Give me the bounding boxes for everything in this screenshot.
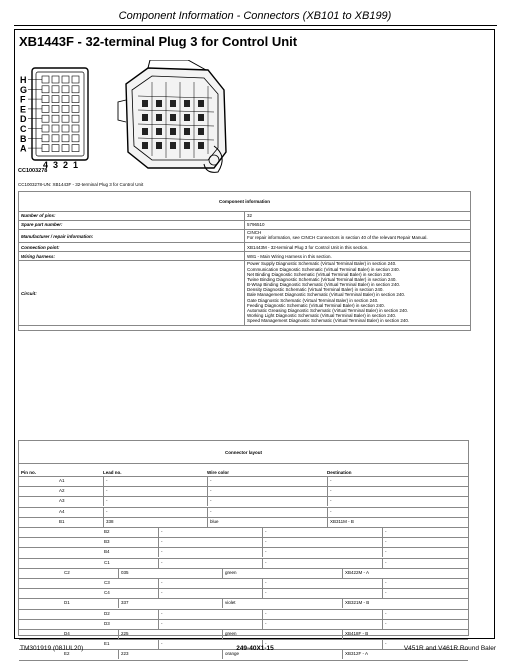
pin-cavity-F1 xyxy=(72,96,79,103)
lead-cell: 223 xyxy=(118,649,222,659)
lead-cell: 035 xyxy=(118,568,222,578)
row-letter: F xyxy=(20,94,26,105)
info-value xyxy=(245,221,471,230)
iso-pin xyxy=(198,114,204,121)
wire-cell: - xyxy=(207,476,327,486)
row-letter: G xyxy=(20,84,28,95)
iso-pin xyxy=(198,100,204,107)
pin-cell: B4 xyxy=(104,549,110,555)
pin-cavity-E3 xyxy=(52,105,59,112)
iso-pin xyxy=(184,114,190,121)
info-value xyxy=(245,252,471,261)
iso-pin xyxy=(156,100,162,107)
info-value-line: Speed Management Diagnostic Schematic (Virtual Terminal Baler) in section 240. xyxy=(247,318,410,324)
pin-cavity-D2 xyxy=(62,115,69,122)
pin-cell: C3 xyxy=(104,580,110,585)
wire-cell: - xyxy=(262,588,382,598)
destination-cell: - xyxy=(382,558,468,568)
wire-cell: green xyxy=(222,629,342,639)
pin-cell: C4 xyxy=(104,590,110,596)
column-number: 2 xyxy=(63,160,69,170)
wire-cell: green xyxy=(222,568,342,578)
lead-cell: - xyxy=(103,476,207,486)
footer-page-number: 249-40X1-15 xyxy=(236,645,274,652)
lead-cell: - xyxy=(103,486,207,496)
info-value-line: 5796510 xyxy=(247,222,265,228)
info-value-line: For repair information, see CINCH Connectors in section 40 of the relevant Repair Manual. xyxy=(247,235,428,241)
info-label: Number of pins: xyxy=(19,212,245,221)
info-value-line: Automatic Greasing Diagnostic Schematic (Virtual Terminal Baler) in section 240. xyxy=(247,307,409,313)
pin-cavity-C2 xyxy=(62,125,69,132)
pin-cell: A1 xyxy=(59,478,65,483)
lead-cell: - xyxy=(158,609,262,619)
pin-cavity-E4 xyxy=(42,105,49,112)
pin-cell: A3 xyxy=(59,498,65,504)
info-row xyxy=(19,243,471,252)
pin-cavity-G2 xyxy=(62,86,69,93)
caption-rule xyxy=(19,463,468,464)
row-letter: C xyxy=(20,124,27,134)
info-value-line: B-Wrap Binding Diagnostic Schematic (Virtual Terminal Baler) in section 240. xyxy=(247,282,401,288)
pin-cavity-A2 xyxy=(62,145,69,152)
connector-face-diagram xyxy=(20,68,88,170)
destination-cell: - xyxy=(327,496,468,506)
pin-cavity-G1 xyxy=(72,86,79,93)
iso-pin xyxy=(156,114,162,121)
page-header-title: Component Information - Connectors (XB101 to XB199) xyxy=(118,10,392,22)
wire-cell: blue xyxy=(207,517,327,527)
column-number: 4 xyxy=(43,160,49,170)
row-letter: H xyxy=(20,75,27,85)
pin-cavity-B3 xyxy=(52,135,59,142)
connector-3d-view xyxy=(118,60,226,172)
destination-cell: XB311M - B xyxy=(327,517,468,527)
pin-cavity-B1 xyxy=(72,135,79,142)
connector-layout-caption: Connector layout xyxy=(224,450,262,455)
lead-cell: - xyxy=(158,639,262,649)
pin-cavity-E1 xyxy=(72,105,79,112)
wire-cell: - xyxy=(207,507,327,517)
info-row xyxy=(19,252,471,261)
iso-pin xyxy=(142,128,148,135)
iso-pin xyxy=(184,128,190,135)
iso-pin xyxy=(198,128,204,135)
lead-cell: - xyxy=(158,619,262,629)
column-number-labels xyxy=(43,160,78,170)
row-letter: A xyxy=(20,143,27,154)
iso-pin xyxy=(156,142,162,149)
wire-cell: violet xyxy=(222,598,342,608)
iso-pin xyxy=(170,114,176,121)
info-value-line: Density Diagnostic Schematic (Virtual Terminal Baler) in section 240. xyxy=(247,287,384,293)
component-information-table xyxy=(18,191,471,331)
info-row xyxy=(19,221,471,230)
wire-cell: - xyxy=(262,619,382,629)
lead-cell: 337 xyxy=(118,598,222,608)
info-value-line: XB1443M - 32-terminal Plug 3 for Control Unit in this section. xyxy=(247,244,369,250)
figure-caption: CC1003278-UN: XB1443F - 32-terminal Plug 3 for Control Unit xyxy=(18,182,144,187)
info-value-line: CINCH xyxy=(247,230,262,235)
footer-document-code: TM301919 (08JUL20) xyxy=(20,645,84,652)
info-label: Wiring harness: xyxy=(19,252,245,261)
info-value-line: Communication Diagnostic Schematic (Virtual Terminal Baler) in section 240. xyxy=(247,266,400,272)
pin-cell: A4 xyxy=(59,508,65,514)
destination-cell: - xyxy=(382,527,468,537)
pin-cavity-D4 xyxy=(42,115,49,122)
info-bottom-padding xyxy=(19,326,471,331)
info-value xyxy=(245,230,471,243)
pin-cell: B2 xyxy=(104,529,110,534)
destination-cell: XB418F - B xyxy=(342,629,468,639)
wire-cell: - xyxy=(262,527,382,537)
info-row xyxy=(19,212,471,221)
pin-cavity-C4 xyxy=(42,125,49,132)
lead-cell: 338 xyxy=(103,517,207,527)
document-title: XB1443F - 32-terminal Plug 3 for Control Unit xyxy=(19,34,298,49)
column-number: 3 xyxy=(53,160,59,170)
iso-pin xyxy=(184,100,190,107)
iso-pin xyxy=(142,142,148,149)
info-label: Spare part number: xyxy=(19,221,245,230)
column-number: 1 xyxy=(73,160,79,170)
info-row xyxy=(19,261,471,326)
wire-cell: - xyxy=(262,578,382,588)
pin-cavity-B4 xyxy=(42,135,49,142)
pin-cavity-H1 xyxy=(72,76,79,83)
pin-cell: C2 xyxy=(64,569,70,575)
wire-cell: - xyxy=(262,537,382,547)
pin-cavity-G4 xyxy=(42,86,49,93)
pin-cavity-A1 xyxy=(72,145,79,152)
pin-cell: B3 xyxy=(104,539,110,545)
destination-cell: - xyxy=(382,609,468,619)
pin-cavity-A3 xyxy=(52,145,59,152)
wire-cell: - xyxy=(207,486,327,496)
info-value-line: Bale Management Diagnostic Schematic (Virtual Terminal Baler) in section 240. xyxy=(247,292,406,298)
pin-cavity-F3 xyxy=(52,96,59,103)
wire-cell: - xyxy=(262,547,382,557)
pin-cavity-C3 xyxy=(52,125,59,132)
pin-cavity-F4 xyxy=(42,96,49,103)
pin-cell: D2 xyxy=(104,610,110,616)
wire-cell: - xyxy=(262,558,382,568)
column-header-wire: Wire color xyxy=(207,470,229,475)
info-label: Circuit: xyxy=(19,261,245,326)
info-label: Manufacturer / repair information: xyxy=(19,230,245,243)
footer-product-name: V451R and V461R Round Baler xyxy=(403,645,496,652)
lead-cell: - xyxy=(158,537,262,547)
iso-pin xyxy=(142,100,148,107)
pin-cell: E1 xyxy=(104,641,110,647)
pin-cell: E2 xyxy=(64,651,70,657)
info-value-line: Power Supply Diagnostic Schematic (Virtual Terminal Baler) in section 240. xyxy=(247,261,397,267)
iso-pin xyxy=(156,128,162,135)
pin-cavity-H3 xyxy=(52,76,59,83)
pin-cell: C1 xyxy=(104,559,110,565)
lead-cell: 225 xyxy=(118,629,222,639)
row-letter: D xyxy=(20,114,27,125)
pin-cavity-F2 xyxy=(62,96,69,103)
wire-cell: - xyxy=(207,496,327,506)
iso-pin xyxy=(170,142,176,149)
destination-cell: - xyxy=(382,588,468,598)
wire-cell: - xyxy=(262,609,382,619)
info-value xyxy=(245,212,471,221)
info-value xyxy=(245,243,471,252)
pin-cell: D3 xyxy=(104,620,110,626)
wire-cell: - xyxy=(262,639,382,649)
pin-cavity-B2 xyxy=(62,135,69,142)
pin-cell: A2 xyxy=(59,488,65,494)
pin-cell: B1 xyxy=(59,518,65,524)
pin-cavity-D1 xyxy=(72,115,79,122)
pin-cell: D1 xyxy=(64,600,70,606)
destination-cell: - xyxy=(382,578,468,588)
lead-cell: - xyxy=(158,527,262,537)
component-information-caption: Component information xyxy=(19,192,471,212)
drawing-code-label: CC1003278 xyxy=(18,168,48,174)
info-value-line: Working Light Diagnostic Schematic (Virtual Terminal Baler) in section 240. xyxy=(247,313,397,319)
pin-cavity-G3 xyxy=(52,86,59,93)
column-header-pin: Pin no. xyxy=(21,470,36,475)
info-value-line: Net Binding Diagnostic Schematic (Virtual Terminal Baler) in section 240. xyxy=(247,271,392,277)
destination-cell: - xyxy=(382,537,468,547)
info-label: Connection point: xyxy=(19,243,245,252)
info-value xyxy=(245,261,471,326)
pin-cavity-C1 xyxy=(72,125,79,132)
destination-cell: XB321M - B xyxy=(342,598,468,608)
column-header-lead: Lead no. xyxy=(103,470,122,475)
destination-cell: XB312F - A xyxy=(342,649,468,659)
destination-cell: XB422M - A xyxy=(342,568,468,578)
pin-cavity-H2 xyxy=(62,76,69,83)
destination-cell: - xyxy=(327,486,468,496)
iso-pin xyxy=(142,114,148,121)
destination-cell: - xyxy=(382,547,468,557)
column-header-destination: Destination xyxy=(327,470,352,475)
pin-cavity-E2 xyxy=(62,105,69,112)
info-value-line: 32 xyxy=(247,213,253,219)
iso-pin xyxy=(170,128,176,135)
info-value-line: Feeding Diagnostic Schematic (Virtual Terminal Baler) in section 240. xyxy=(247,302,385,308)
lead-cell: - xyxy=(103,496,207,506)
row-letter: B xyxy=(20,133,27,144)
lead-cell: - xyxy=(103,507,207,517)
row-letter-labels xyxy=(20,75,27,154)
lead-cell: - xyxy=(158,547,262,557)
connector-drawing xyxy=(18,60,232,175)
destination-cell: - xyxy=(327,507,468,517)
lead-cell: - xyxy=(158,558,262,568)
lead-cell: - xyxy=(158,588,262,598)
pin-cavity-A4 xyxy=(42,145,49,152)
row-letter: E xyxy=(20,104,27,115)
iso-pin xyxy=(184,142,190,149)
info-row xyxy=(19,230,471,243)
info-value-line: Twine Binding Diagnostic Schematic (Virtual Terminal Baler) in section 240. xyxy=(247,276,397,282)
iso-pin xyxy=(170,100,176,107)
pin-cell: D4 xyxy=(64,631,70,636)
destination-cell: - xyxy=(327,476,468,486)
iso-pin xyxy=(198,142,204,149)
pin-cavity-H4 xyxy=(42,76,49,83)
pin-cavity-D3 xyxy=(52,115,59,122)
destination-cell: - xyxy=(382,639,468,649)
destination-cell: - xyxy=(382,619,468,629)
lead-cell: - xyxy=(158,578,262,588)
info-value-line: Gate Diagnostic Schematic (Virtual Terminal Baler) in section 240. xyxy=(247,297,379,303)
header-rule xyxy=(14,25,497,26)
info-value-line: W81 - Main Wiring Harness in this section. xyxy=(247,253,332,259)
wire-cell: orange xyxy=(222,649,342,659)
